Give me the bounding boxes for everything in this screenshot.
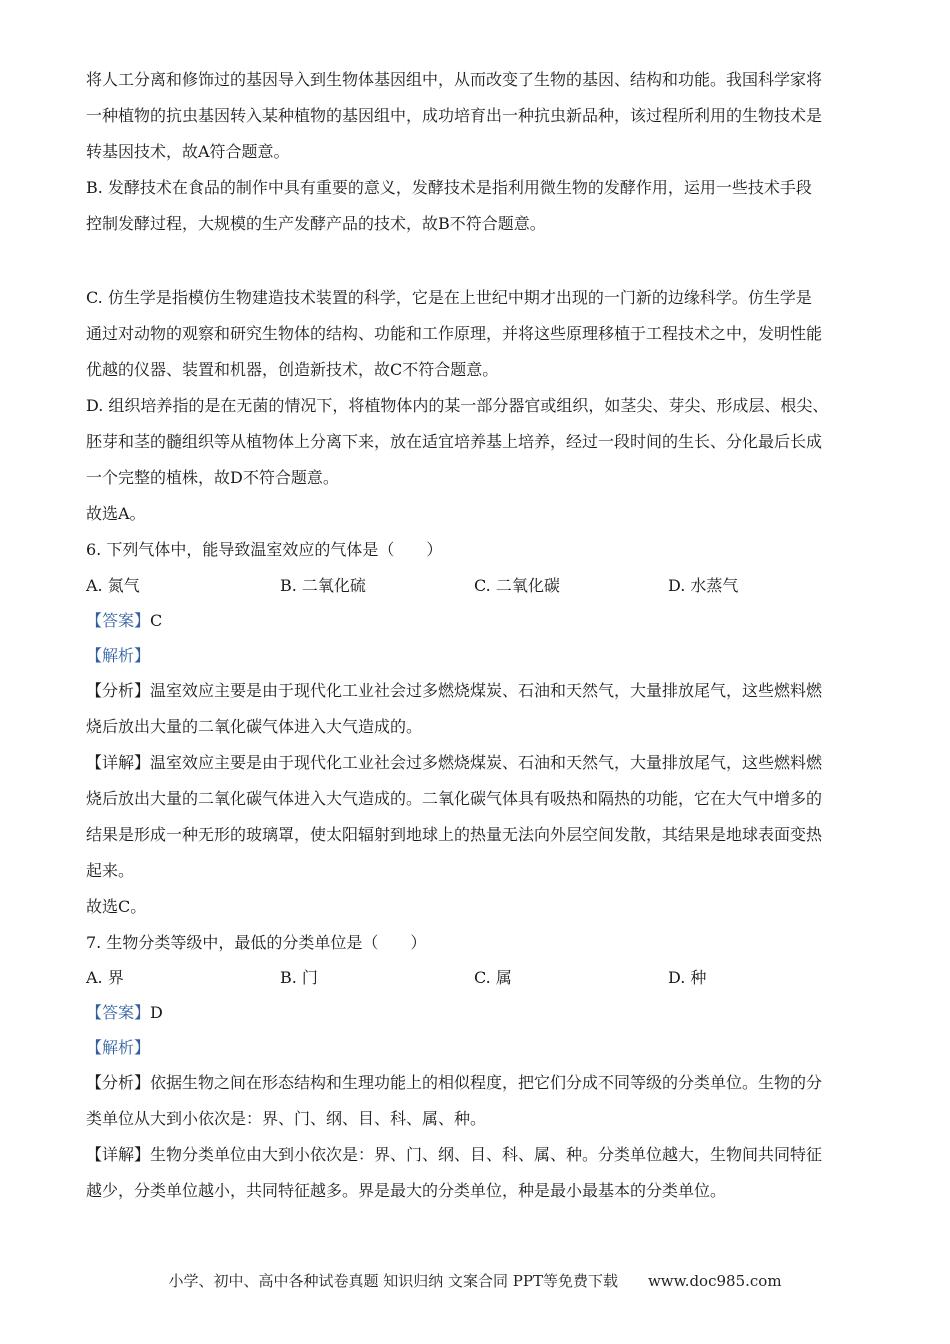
- text-line: 一种植物的抗虫基因转入某种植物的基因组中，成功培育出一种抗虫新品种，该过程所利用的生物技术是: [86, 106, 823, 125]
- analysis-line: [86, 1073, 866, 1093]
- text-line: 转基因技术，故A符合题意。: [86, 142, 290, 161]
- text-line: 控制发酵过程，大规模的生产发酵产品的技术，故B不符合题意。: [86, 214, 546, 233]
- fenxi-tag: 【分析】: [86, 681, 151, 700]
- text-line: 将人工分离和修饰过的基因导入到生物体基因组中，从而改变了生物的基因、结构和功能。我国科学家将: [86, 70, 823, 89]
- text-line: 一个完整的植株，故D不符合题意。: [86, 468, 339, 487]
- answer-line: [86, 611, 866, 631]
- option-a: A. 界: [86, 968, 124, 987]
- text-line: 烧后放出大量的二氧化碳气体进入大气造成的。: [86, 717, 423, 736]
- answer-value: C: [150, 611, 163, 630]
- question-6-stem: 6. 下列气体中，能导致温室效应的气体是（ ）: [86, 540, 443, 559]
- option-c-explanation: C. 仿生学是指模仿生物建造技术装置的科学，它是在上世纪中期才出现的一门新的边缘科学。仿生学是: [86, 288, 812, 307]
- analysis-line: [86, 681, 866, 701]
- xiangjie-tag: 【详解】: [86, 753, 151, 772]
- xiangjie-text: 温室效应主要是由于现代化工业社会过多燃烧煤炭、石油和天然气，大量排放尾气，这些燃料燃: [150, 753, 823, 772]
- option-a: A. 氮气: [86, 576, 140, 595]
- analysis-heading: [86, 646, 866, 666]
- text-line: 胚芽和茎的髓组织等从植物体上分离下来，放在适宜培养基上培养，经过一段时间的生长、分化最后长成: [86, 432, 823, 451]
- fenxi-text: 温室效应主要是由于现代化工业社会过多燃烧煤炭、石油和天然气，大量排放尾气，这些燃料燃: [150, 681, 823, 700]
- fenxi-tag: 【分析】: [86, 1073, 151, 1092]
- option-b-explanation: B. 发酵技术在食品的制作中具有重要的意义，发酵技术是指利用微生物的发酵作用，运用一些技术手段: [86, 178, 812, 197]
- analysis-heading: [86, 1038, 866, 1058]
- answer-value: D: [150, 1003, 163, 1022]
- text-line: 优越的仪器、装置和机器，创造新技术，故C不符合题意。: [86, 360, 499, 379]
- question-7-options: [86, 968, 866, 988]
- xiangjie-text: 生物分类单位由大到小依次是：界、门、纲、目、科、属、种。分类单位越大，生物间共同特征: [150, 1145, 823, 1164]
- fenxi-text: 依据生物之间在形态结构和生理功能上的相似程度，把它们分成不同等级的分类单位。生物的分: [150, 1073, 823, 1092]
- text-line: 越少，分类单位越小，共同特征越多。界是最大的分类单位，种是最小最基本的分类单位。: [86, 1181, 727, 1200]
- option-c: C. 二氧化碳: [474, 576, 560, 595]
- answer-tag: 【答案】: [86, 611, 151, 630]
- answer-line: [86, 1003, 866, 1023]
- conclusion: 故选C。: [86, 897, 147, 916]
- conclusion: 故选A。: [86, 504, 146, 523]
- text-line: 类单位从大到小依次是：界、门、纲、目、科、属、种。: [86, 1109, 487, 1128]
- option-d: D. 水蒸气: [668, 576, 739, 595]
- analysis-tag: 【解析】: [86, 1038, 151, 1057]
- text-line: 通过对动物的观察和研究生物体的结构、功能和工作原理，并将这些原理移植于工程技术之中，发明性能: [86, 324, 823, 343]
- answer-tag: 【答案】: [86, 1003, 151, 1022]
- detail-line: [86, 1145, 866, 1165]
- text-line: 结果是形成一种无形的玻璃罩，使太阳辐射到地球上的热量无法向外层空间发散，其结果是地球表面变热: [86, 825, 823, 844]
- spacer: [86, 234, 866, 288]
- option-c: C. 属: [474, 968, 512, 987]
- option-d-explanation: D. 组织培养指的是在无菌的情况下，将植物体内的某一部分器官或组织，如茎尖、芽尖、形成层、根尖、: [86, 396, 829, 415]
- option-b: B. 二氧化硫: [280, 576, 366, 595]
- question-6-options: [86, 576, 866, 596]
- xiangjie-tag: 【详解】: [86, 1145, 151, 1164]
- page-footer: 小学、初中、高中各种试卷真题 知识归纳 文案合同 PPT等免费下载 www.doc985.com: [168, 1272, 782, 1290]
- question-7-stem: 7. 生物分类等级中，最低的分类单位是（ ）: [86, 933, 427, 952]
- document-body: [86, 70, 866, 1201]
- text-line: 烧后放出大量的二氧化碳气体进入大气造成的。二氧化碳气体具有吸热和隔热的功能，它在大气中增多的: [86, 789, 823, 808]
- text-line: 起来。: [86, 861, 135, 880]
- option-d: D. 种: [668, 968, 707, 987]
- analysis-tag: 【解析】: [86, 646, 151, 665]
- option-b: B. 门: [280, 968, 318, 987]
- detail-line: [86, 753, 866, 773]
